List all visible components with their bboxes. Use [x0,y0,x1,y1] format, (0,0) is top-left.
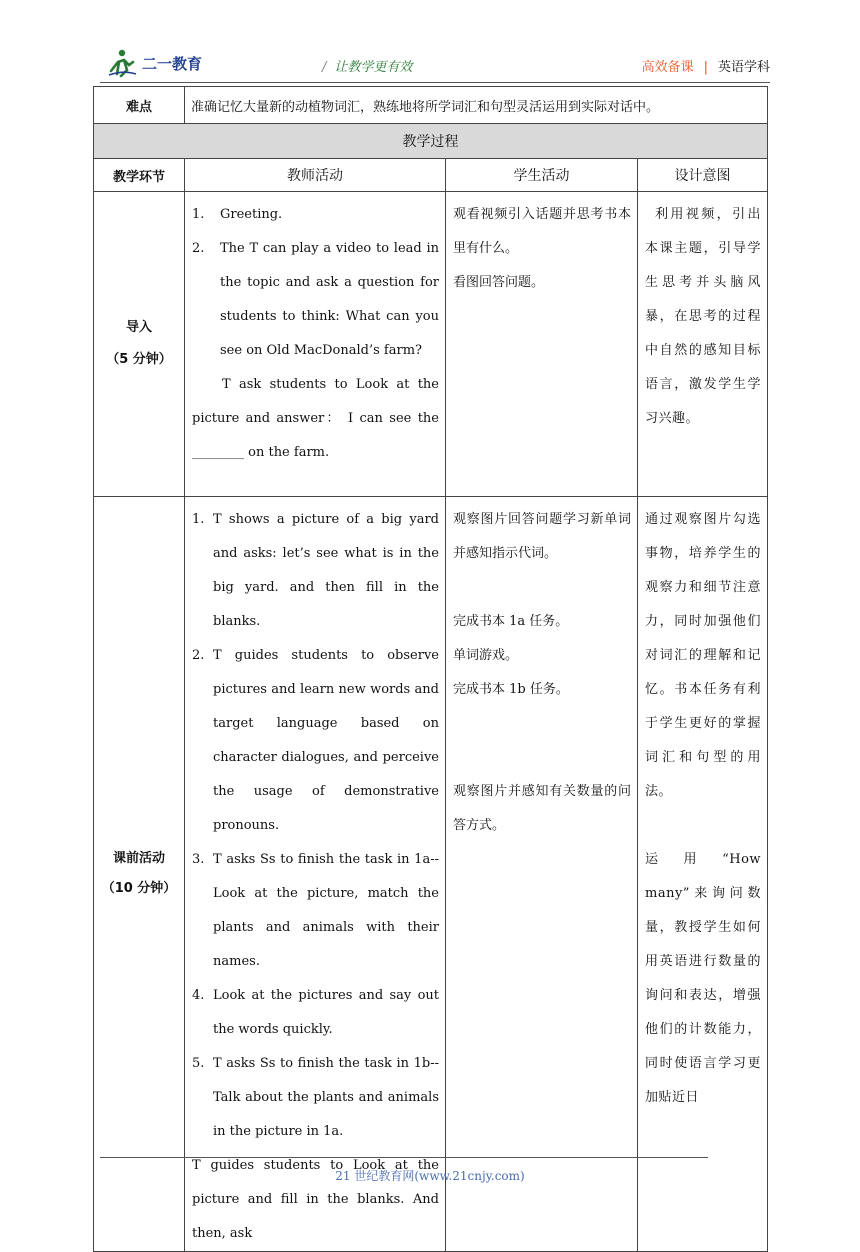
student-text: 单词游戏。 [453,648,519,663]
teacher-activity-cell [185,497,446,1252]
col-header-stage: 教学环节 [94,159,185,192]
design-intent-cell [638,497,768,1252]
list-item: 3. T asks Ss to finish the task in 1a--Look at the picture, match the plants and animals with their names. [192,852,439,969]
column-header-row [94,159,768,192]
list-item: 2. The T can play a video to lead in the topic and ask a question for students to think: What can you see on Old MacDonald’s farm? [192,241,439,358]
student-text: 看图回答问题。 [453,275,545,290]
student-text: 完成书本 1a 任务。 [453,614,569,629]
difficulty-text: 准确记忆大量新的动植物词汇，熟练地将所学词汇和句型灵活运用到实际对话中。 [185,87,768,124]
list-item: 5. T asks Ss to finish the task in 1b--Talk about the plants and animals in the picture in 1a. [192,1056,439,1139]
table-row [94,192,768,497]
design-text: 运用“How many”来询问数量，教授学生如何用英语进行数量的询问和表达，增强他们的计数能力，同时使语言学习更加贴近日 [645,852,762,1105]
list-item: 1. T shows a picture of a big yard and asks: let’s see what is in the big yard. and then fill in the blanks. [192,512,439,629]
stage-cell [94,192,185,497]
list-item: 4. Look at the pictures and say out the words quickly. [192,988,439,1037]
logo-text: 二一教育 [142,55,203,73]
list-item: 2. T guides students to observe pictures and learn new words and target language based on character dialogues, and perceive the usage of demonstrative pronouns. [192,648,439,833]
design-text: 利用视频，引出本课主题，引导学生思考并头脑风暴，在思考的过程中自然的感知目标语言，激发学生学习兴趣。 [645,207,762,426]
student-activity-cell [446,192,638,497]
slogan: / 让教学更有效 [322,60,413,75]
teacher-activity-cell [185,192,446,497]
student-text: 观察图片回答问题学习新单词并感知指示代词。 [453,512,631,561]
student-text: 观看视频引入话题并思考书本里有什么。 [453,207,631,256]
stage-name: 导入 [125,320,152,335]
page-header [100,46,770,80]
teacher-paragraph: T guides students to Look at the picture and fill in the blanks. And then, ask [192,1158,439,1241]
design-intent-cell [638,192,768,497]
process-title: 教学过程 [94,124,768,159]
course-type: 高效备课 [641,60,694,75]
logo-icon [106,48,241,78]
student-text: 完成书本 1b 任务。 [453,682,569,697]
student-activity-cell [446,497,638,1252]
stage-duration: （5 分钟） [106,352,172,367]
difficulty-row [94,87,768,124]
lesson-table [93,86,768,1252]
stage-name: 课前活动 [112,851,165,866]
teacher-paragraph: T ask students to Look at the picture and answer： I can see the ________ on the farm. [192,377,439,460]
student-text: 观察图片并感知有关数量的问答方式。 [453,784,631,833]
col-header-teacher: 教师活动 [185,159,446,192]
list-item: 1. Greeting. [192,207,283,222]
header-right: 高效备课 | 英语学科 [641,60,770,75]
difficulty-label: 难点 [94,87,185,124]
stage-duration: （10 分钟） [101,881,177,896]
table-row [94,497,768,1252]
col-header-student: 学生活动 [446,159,638,192]
footer-rule [100,1157,708,1158]
process-title-row [94,124,768,159]
header-rule [100,82,770,83]
col-header-design: 设计意图 [638,159,768,192]
subject-label: 英语学科 [717,60,770,75]
design-text: 通过观察图片勾选事物，培养学生的观察力和细节注意力，同时加强他们对词汇的理解和记忆。书本任务有利于学生更好的掌握词汇和句型的用法。 [645,512,762,799]
footer-text: 21 世纪教育网(www.21cnjy.com) [335,1169,525,1183]
stage-cell [94,497,185,1252]
